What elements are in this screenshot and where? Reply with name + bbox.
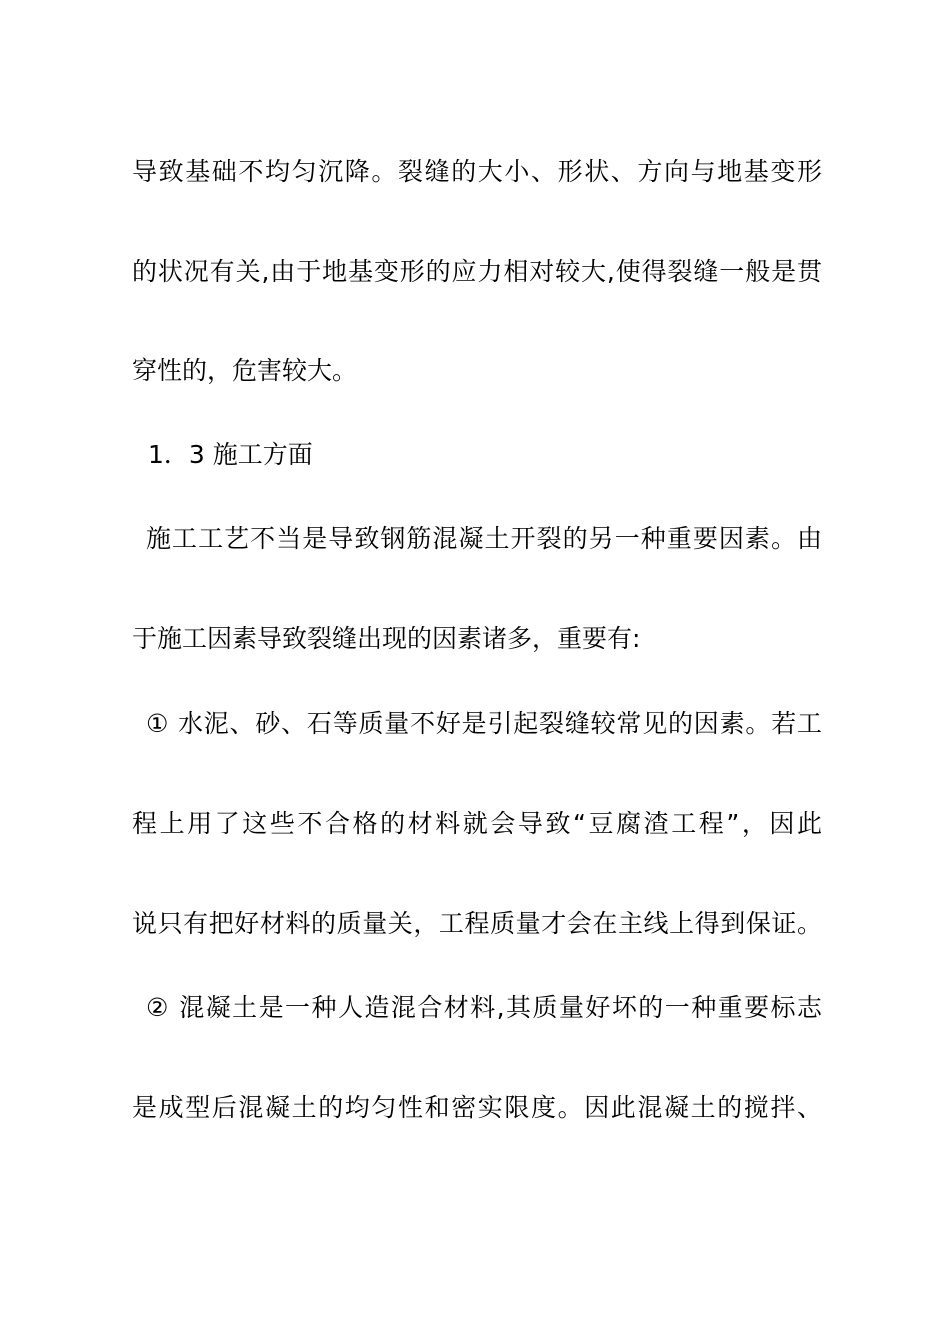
body-text-line: 穿性的，危害较大。	[132, 356, 358, 385]
body-text-line: 的状况有关,由于地基变形的应力相对较大,使得裂缝一般是贯	[132, 257, 822, 286]
body-text-line: 于施工因素导致裂缝出现的因素诸多，重要有:	[132, 624, 641, 653]
body-text-line: 施工工艺不当是导致钢筋混凝土开裂的另一种重要因素。由	[146, 524, 822, 553]
list-item-line: 说只有把好材料的质量关，工程质量才会在主线上得到保证。	[132, 909, 822, 938]
list-item-line: ① 水泥、砂、石等质量不好是引起裂缝较常见的因素。若工	[146, 709, 822, 738]
body-text-line: 导致基础不均匀沉降。裂缝的大小、形状、方向与地基变形	[132, 157, 822, 186]
section-heading: 1．3 施工方面	[148, 440, 313, 469]
list-item-line: ② 混凝土是一种人造混合材料,其质量好坏的一种重要标志	[146, 993, 822, 1022]
list-item-line: 是成型后混凝土的均匀性和密实限度。因此混凝土的搅拌、	[132, 1093, 822, 1122]
list-item-line: 程上用了这些不合格的材料就会导致“豆腐渣工程”，因此	[132, 809, 822, 838]
